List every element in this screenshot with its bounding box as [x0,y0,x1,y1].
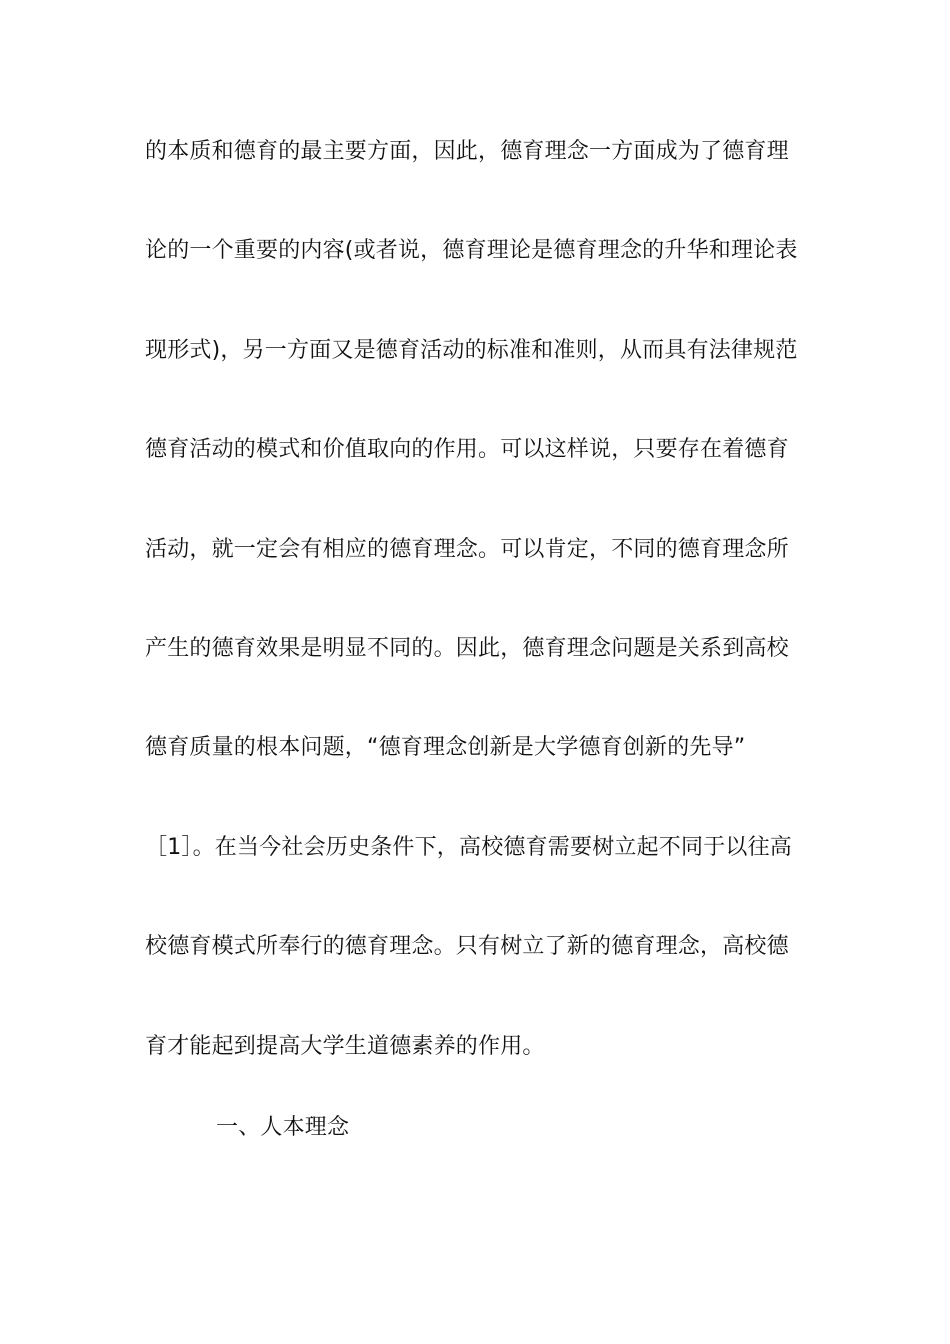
paragraph-line: 校德育模式所奉行的德育理念。只有树立了新的德育理念，高校德 [145,934,789,959]
paragraph-line: 育才能起到提高大学生道德素养的作用。 [145,1034,545,1059]
paragraph-line: 现形式)，另一方面又是德育活动的标准和准则，从而具有法律规范 [145,338,798,363]
paragraph-line: ［1］。在当今社会历史条件下，高校德育需要树立起不同于以往高 [145,835,792,860]
section-heading: 一、人本理念 [216,1115,350,1140]
paragraph-line: 德育活动的模式和价值取向的作用。可以这样说，只要存在着德育 [145,437,789,462]
paragraph-line: 产生的德育效果是明显不同的。因此，德育理念问题是关系到高校 [145,636,789,661]
paragraph-line: 德育质量的根本问题，“德育理念创新是大学德育创新的先导” [145,735,746,760]
paragraph-line: 论的一个重要的内容(或者说，德育理论是德育理念的升华和理论表 [145,238,798,263]
paragraph-line: 的本质和德育的最主要方面，因此，德育理念一方面成为了德育理 [145,139,789,164]
paragraph-line: 活动，就一定会有相应的德育理念。可以肯定，不同的德育理念所 [145,537,789,562]
